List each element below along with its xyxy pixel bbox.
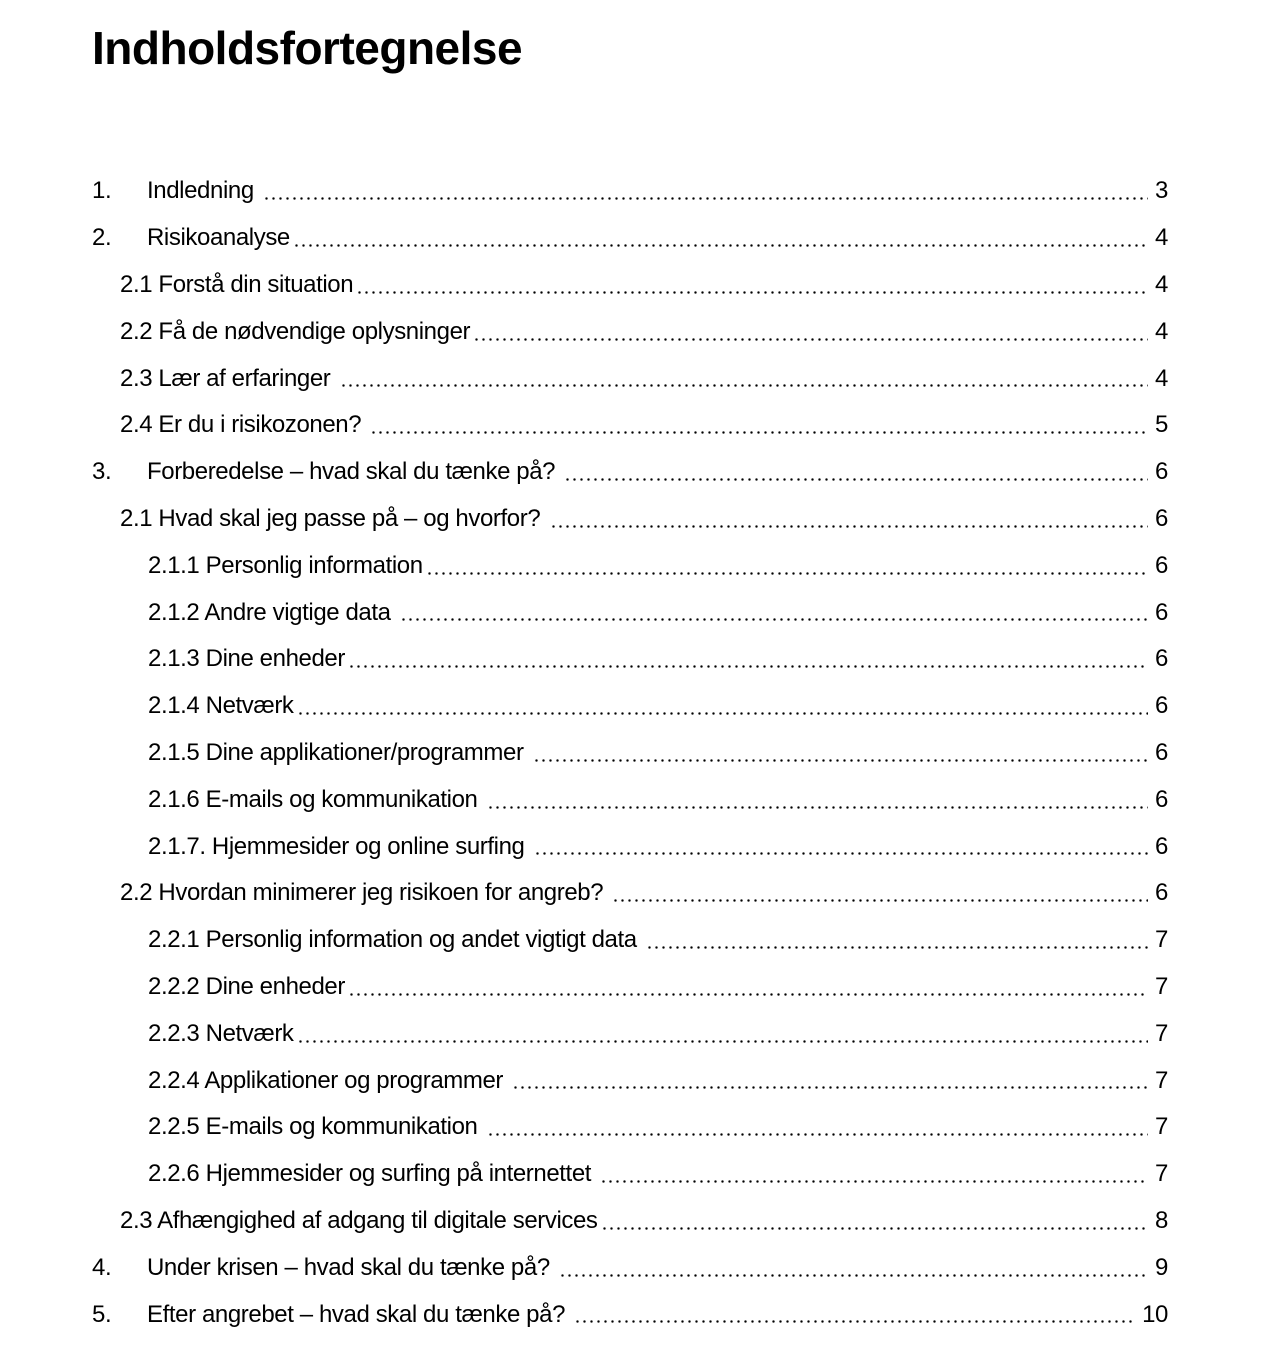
toc-entry-page: 6 [1155,692,1168,720]
toc-entry-label: Forberedelse – hvad skal du tænke på? [147,458,562,486]
toc-entry-label: 2.2.3 Netværk [148,1019,294,1047]
toc-entry-page: 8 [1155,1207,1168,1235]
toc-entry-page: 6 [1155,879,1168,907]
toc-entry-label: 2.2 Hvordan minimerer jeg risikoen for angreb? [120,879,610,907]
toc-entry-label: 2.2.1 Personlig information og andet vigtigt data [148,926,643,954]
toc-entry[interactable] [92,449,1168,496]
toc-entry-number: 1. [92,177,112,205]
toc-entry[interactable] [92,589,1168,636]
toc-entry[interactable] [92,917,1168,964]
dot-leader [356,291,1148,294]
toc-entry[interactable] [92,1010,1168,1057]
toc-entry-page: 6 [1155,551,1168,579]
toc-entry-page: 6 [1155,832,1168,860]
toc-entry-label: 2.2.2 Dine enheder [148,973,345,1001]
dot-leader [487,1133,1148,1136]
toc-entry-label: 2.1 Forstå din situation [120,271,354,299]
toc-entry-label: 2.4 Er du i risikozonen? [120,411,368,439]
toc-entry-page: 7 [1155,973,1168,1001]
table-of-contents [92,168,1168,1338]
toc-entry-page: 4 [1155,224,1168,252]
toc-entry-label: 2.1.5 Dine applikationer/programmer [148,739,530,767]
toc-entry[interactable] [92,729,1168,776]
toc-entry-label: 2.1.4 Netværk [148,692,294,720]
dot-leader [348,993,1148,996]
toc-entry-label: 2.3 Lær af erfaringer [120,364,337,392]
toc-entry[interactable] [92,168,1168,215]
toc-entry[interactable] [92,823,1168,870]
dot-leader [297,712,1148,715]
toc-entry-label: Indledning [147,177,261,205]
toc-entry-page: 6 [1155,598,1168,626]
toc-entry-page: 9 [1155,1253,1168,1281]
dot-leader [534,852,1148,855]
toc-entry[interactable] [92,963,1168,1010]
dot-leader [370,431,1148,434]
toc-entry-page: 6 [1155,505,1168,533]
dot-leader [348,665,1148,668]
toc-entry[interactable] [92,215,1168,262]
toc-entry-page: 7 [1155,1019,1168,1047]
toc-entry-label: 2.1.6 E-mails og kommunikation [148,785,484,813]
toc-entry-page: 7 [1155,926,1168,954]
dot-leader [512,1086,1148,1089]
toc-entry[interactable] [92,1057,1168,1104]
toc-entry-page: 4 [1155,271,1168,299]
dot-leader [601,1227,1148,1230]
toc-entry-page: 6 [1155,739,1168,767]
toc-entry[interactable] [92,683,1168,730]
toc-entry[interactable] [92,870,1168,917]
toc-entry[interactable] [92,402,1168,449]
dot-leader [646,946,1148,949]
toc-entry-page: 6 [1155,645,1168,673]
dot-leader [297,1040,1148,1043]
toc-entry-number: 5. [92,1300,112,1328]
dot-leader [263,197,1148,200]
dot-leader [400,618,1148,621]
toc-entry[interactable] [92,261,1168,308]
toc-entry-page: 7 [1155,1066,1168,1094]
toc-entry-label: 2.2.5 E-mails og kommunikation [148,1113,484,1141]
toc-entry[interactable] [92,1244,1168,1291]
toc-entry[interactable] [92,355,1168,402]
toc-entry-label: 2.1.3 Dine enheder [148,645,345,673]
toc-entry-page: 4 [1155,364,1168,392]
toc-entry[interactable] [92,1291,1168,1338]
page-title: Indholdsfortegnelse [92,22,523,74]
dot-leader [533,759,1148,762]
toc-entry-label: 2.1.1 Personlig information [148,551,423,579]
toc-entry-number: 2. [92,224,112,252]
toc-entry[interactable] [92,636,1168,683]
toc-entry-label: Under krisen – hvad skal du tænke på? [147,1253,557,1281]
toc-entry-page: 7 [1155,1113,1168,1141]
toc-entry-page: 6 [1155,458,1168,486]
toc-entry[interactable] [92,308,1168,355]
toc-entry[interactable] [92,776,1168,823]
toc-entry-number: 3. [92,458,112,486]
toc-entry-label: Efter angrebet – hvad skal du tænke på? [147,1300,572,1328]
dot-leader [559,1274,1148,1277]
toc-entry-label: 2.2 Få de nødvendige oplysninger [120,317,471,345]
dot-leader [574,1320,1136,1323]
toc-entry[interactable] [92,1197,1168,1244]
toc-entry[interactable] [92,1104,1168,1151]
toc-entry-label: 2.2.4 Applikationer og programmer [148,1066,510,1094]
toc-entry-number: 4. [92,1253,112,1281]
toc-entry-page: 10 [1142,1300,1168,1328]
toc-entry-label: 2.1.7. Hjemmesider og online surfing [148,832,531,860]
toc-entry[interactable] [92,495,1168,542]
dot-leader [487,806,1148,809]
toc-entry-label: 2.3 Afhængighed af adgang til digitale services [120,1207,598,1235]
toc-entry-page: 5 [1155,411,1168,439]
dot-leader [426,572,1148,575]
toc-entry-label: 2.2.6 Hjemmesider og surfing på internettet [148,1160,598,1188]
toc-entry-page: 6 [1155,785,1168,813]
toc-entry[interactable] [92,542,1168,589]
toc-entry-page: 7 [1155,1160,1168,1188]
dot-leader [600,1180,1148,1183]
toc-entry-page: 3 [1155,177,1168,205]
dot-leader [340,384,1148,387]
dot-leader [473,338,1148,341]
dot-leader [293,244,1148,247]
dot-leader [564,478,1148,481]
toc-entry-label: 2.1 Hvad skal jeg passe på – og hvorfor? [120,505,547,533]
toc-entry-label: 2.1.2 Andre vigtige data [148,598,397,626]
dot-leader [550,525,1148,528]
toc-entry-page: 4 [1155,317,1168,345]
toc-entry[interactable] [92,1151,1168,1198]
dot-leader [612,899,1148,902]
toc-entry-label: Risikoanalyse [147,224,290,252]
